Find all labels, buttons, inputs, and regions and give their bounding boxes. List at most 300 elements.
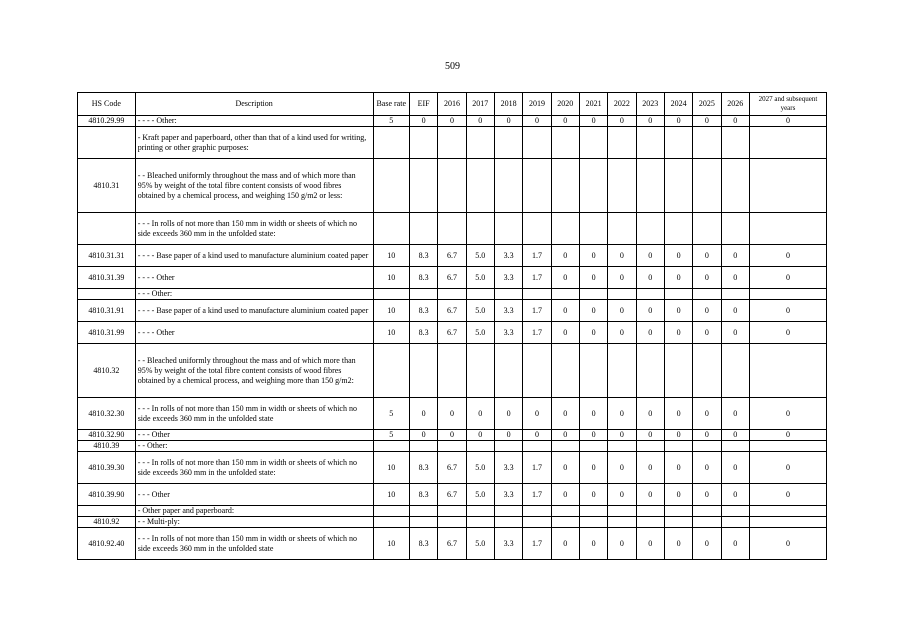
rate-cell: 3.3 — [494, 267, 522, 289]
rate-cell: 0 — [664, 116, 692, 127]
rate-cell: 5.0 — [466, 300, 494, 322]
description-cell: - - Bleached uniformly throughout the mass and of which more than 95% by weight of the total fibre content consists of wood fibres obtained by a chemical process, and weighing more than 150 g/m2: — [135, 344, 373, 398]
hs-code-cell: 4810.31.99 — [78, 322, 136, 344]
rate-cell: 0 — [749, 452, 826, 484]
rate-cell — [438, 289, 466, 300]
rate-cell: 10 — [373, 267, 409, 289]
rate-cell: 0 — [749, 300, 826, 322]
rate-cell — [466, 159, 494, 213]
rate-cell: 0 — [721, 398, 749, 430]
rate-cell: 1.7 — [523, 267, 551, 289]
rate-cell: 3.3 — [494, 452, 522, 484]
rate-cell — [409, 506, 437, 517]
rate-cell — [608, 441, 636, 452]
rate-cell — [693, 517, 721, 528]
rate-cell: 0 — [551, 430, 579, 441]
rate-cell — [494, 159, 522, 213]
rate-cell — [409, 213, 437, 245]
description-cell: - - - Other: — [135, 289, 373, 300]
rate-cell: 3.3 — [494, 484, 522, 506]
rate-cell — [693, 127, 721, 159]
rate-cell — [579, 344, 607, 398]
hs-code-cell: 4810.39 — [78, 441, 136, 452]
rate-cell — [551, 441, 579, 452]
rate-cell: 0 — [636, 245, 664, 267]
rate-cell: 8.3 — [409, 484, 437, 506]
rate-cell: 5.0 — [466, 245, 494, 267]
rate-cell: 8.3 — [409, 528, 437, 560]
rate-cell — [438, 441, 466, 452]
rate-cell: 0 — [721, 484, 749, 506]
header-year-2019: 2019 — [523, 93, 551, 116]
rate-cell: 0 — [664, 430, 692, 441]
rate-cell: 5.0 — [466, 452, 494, 484]
rate-cell — [664, 159, 692, 213]
header-year-2016: 2016 — [438, 93, 466, 116]
rate-cell — [749, 159, 826, 213]
rate-cell — [409, 344, 437, 398]
rate-cell: 0 — [749, 398, 826, 430]
rate-cell — [721, 127, 749, 159]
rate-cell — [523, 159, 551, 213]
table-row — [78, 441, 827, 452]
rate-cell — [551, 127, 579, 159]
rate-cell: 0 — [608, 528, 636, 560]
description-cell: - - - - Other — [135, 322, 373, 344]
rate-cell: 0 — [749, 245, 826, 267]
rate-cell — [636, 213, 664, 245]
rate-cell — [579, 127, 607, 159]
header-year-2020: 2020 — [551, 93, 579, 116]
rate-cell: 0 — [579, 300, 607, 322]
page-number: 509 — [445, 61, 460, 72]
description-cell: - - - Other — [135, 484, 373, 506]
hs-code-cell: 4810.32 — [78, 344, 136, 398]
rate-cell: 0 — [749, 322, 826, 344]
rate-cell: 3.3 — [494, 528, 522, 560]
description-cell: - Kraft paper and paperboard, other than that of a kind used for writing, printing or other graphic purposes: — [135, 127, 373, 159]
rate-cell — [664, 344, 692, 398]
header-year-2024: 2024 — [664, 93, 692, 116]
rate-cell — [693, 289, 721, 300]
rate-cell: 0 — [523, 116, 551, 127]
rate-cell — [664, 127, 692, 159]
rate-cell: 0 — [636, 398, 664, 430]
table-row — [78, 300, 827, 322]
rate-cell: 0 — [579, 398, 607, 430]
hs-code-cell: 4810.31 — [78, 159, 136, 213]
rate-cell — [551, 213, 579, 245]
rate-cell: 1.7 — [523, 245, 551, 267]
description-cell: - - Bleached uniformly throughout the mass and of which more than 95% by weight of the total fibre content consists of wood fibres obtained by a chemical process, and weighing 150 g/m2 or less: — [135, 159, 373, 213]
header-eif: EIF — [409, 93, 437, 116]
table-row — [78, 528, 827, 560]
rate-cell: 0 — [523, 430, 551, 441]
rate-cell: 0 — [551, 452, 579, 484]
rate-cell: 0 — [693, 430, 721, 441]
hs-code-cell: 4810.31.39 — [78, 267, 136, 289]
rate-cell — [608, 344, 636, 398]
description-cell: - - - - Other: — [135, 116, 373, 127]
hs-code-cell: 4810.32.90 — [78, 430, 136, 441]
rate-cell: 0 — [551, 116, 579, 127]
rate-cell — [551, 289, 579, 300]
rate-cell: 0 — [608, 245, 636, 267]
rate-cell — [749, 213, 826, 245]
rate-cell: 0 — [721, 322, 749, 344]
hs-code-cell — [78, 127, 136, 159]
rate-cell: 1.7 — [523, 300, 551, 322]
rate-cell: 6.7 — [438, 267, 466, 289]
rate-cell: 0 — [749, 430, 826, 441]
rate-cell — [721, 344, 749, 398]
rate-cell: 0 — [721, 452, 749, 484]
rate-cell — [409, 127, 437, 159]
rate-cell: 0 — [608, 322, 636, 344]
header-row — [78, 93, 827, 116]
rate-cell: 0 — [579, 322, 607, 344]
header-year-2021: 2021 — [579, 93, 607, 116]
rate-cell: 0 — [551, 300, 579, 322]
rate-cell: 0 — [636, 452, 664, 484]
table-row — [78, 344, 827, 398]
hs-code-cell: 4810.39.30 — [78, 452, 136, 484]
hs-code-cell: 4810.32.30 — [78, 398, 136, 430]
rate-cell — [693, 506, 721, 517]
table-row — [78, 245, 827, 267]
rate-cell — [373, 159, 409, 213]
rate-cell: 0 — [466, 430, 494, 441]
description-cell: - Other paper and paperboard: — [135, 506, 373, 517]
header-year-2027-subsequent: 2027 and subsequent years — [749, 93, 826, 116]
rate-cell — [608, 289, 636, 300]
rate-cell — [608, 213, 636, 245]
rate-cell — [438, 517, 466, 528]
rate-cell: 10 — [373, 322, 409, 344]
rate-cell — [409, 289, 437, 300]
rate-cell — [749, 441, 826, 452]
rate-cell — [664, 517, 692, 528]
rate-cell — [664, 441, 692, 452]
rate-cell — [373, 213, 409, 245]
rate-cell: 0 — [608, 398, 636, 430]
rate-cell — [523, 441, 551, 452]
rate-cell — [721, 159, 749, 213]
rate-cell: 0 — [749, 484, 826, 506]
rate-cell: 10 — [373, 484, 409, 506]
rate-cell: 0 — [579, 267, 607, 289]
rate-cell: 0 — [438, 398, 466, 430]
rate-cell: 0 — [551, 398, 579, 430]
rate-cell: 3.3 — [494, 322, 522, 344]
rate-cell — [466, 506, 494, 517]
rate-cell — [494, 441, 522, 452]
rate-cell — [551, 517, 579, 528]
rate-cell: 0 — [664, 322, 692, 344]
hs-code-cell — [78, 213, 136, 245]
rate-cell: 0 — [721, 300, 749, 322]
rate-cell — [409, 159, 437, 213]
rate-cell: 0 — [721, 245, 749, 267]
rate-cell — [721, 213, 749, 245]
rate-cell — [693, 344, 721, 398]
rate-cell: 0 — [551, 322, 579, 344]
table-row — [78, 322, 827, 344]
rate-cell — [693, 213, 721, 245]
table-row — [78, 452, 827, 484]
rate-cell — [551, 506, 579, 517]
rate-cell: 0 — [551, 484, 579, 506]
rate-cell: 1.7 — [523, 452, 551, 484]
rate-cell: 6.7 — [438, 484, 466, 506]
rate-cell: 5.0 — [466, 484, 494, 506]
rate-cell — [438, 344, 466, 398]
rate-cell: 0 — [693, 398, 721, 430]
description-cell: - - - - Base paper of a kind used to manufacture aluminium coated paper — [135, 300, 373, 322]
rate-cell: 0 — [608, 430, 636, 441]
rate-cell: 0 — [608, 452, 636, 484]
rate-cell — [373, 344, 409, 398]
rate-cell: 0 — [608, 116, 636, 127]
rate-cell — [749, 289, 826, 300]
rate-cell — [664, 213, 692, 245]
rate-cell: 0 — [579, 116, 607, 127]
rate-cell: 0 — [693, 452, 721, 484]
rate-cell — [636, 344, 664, 398]
rate-cell: 0 — [579, 430, 607, 441]
rate-cell: 0 — [721, 528, 749, 560]
description-cell: - - - Other — [135, 430, 373, 441]
rate-cell: 0 — [636, 267, 664, 289]
rate-cell — [749, 506, 826, 517]
rate-cell: 0 — [749, 116, 826, 127]
rate-cell — [409, 517, 437, 528]
description-cell: - - - In rolls of not more than 150 mm in width or sheets of which no side exceeds 360 mm in the unfolded state: — [135, 452, 373, 484]
header-year-2025: 2025 — [693, 93, 721, 116]
rate-cell — [608, 506, 636, 517]
hs-code-cell: 4810.39.90 — [78, 484, 136, 506]
rate-cell — [373, 127, 409, 159]
rate-cell — [466, 213, 494, 245]
rate-cell: 0 — [608, 267, 636, 289]
rate-cell — [664, 289, 692, 300]
rate-cell: 0 — [608, 300, 636, 322]
rate-cell — [438, 213, 466, 245]
table-row — [78, 116, 827, 127]
description-cell: - - Other: — [135, 441, 373, 452]
rate-cell: 0 — [466, 116, 494, 127]
rate-cell: 0 — [438, 116, 466, 127]
rate-cell: 0 — [693, 484, 721, 506]
table-row — [78, 127, 827, 159]
description-cell: - - Multi-ply: — [135, 517, 373, 528]
rate-cell: 0 — [494, 430, 522, 441]
rate-cell: 0 — [494, 398, 522, 430]
rate-cell — [636, 289, 664, 300]
header-year-2026: 2026 — [721, 93, 749, 116]
rate-cell: 6.7 — [438, 528, 466, 560]
rate-cell — [608, 517, 636, 528]
rate-cell: 8.3 — [409, 322, 437, 344]
header-year-2023: 2023 — [636, 93, 664, 116]
rate-cell — [664, 506, 692, 517]
rate-cell — [721, 441, 749, 452]
rate-cell — [636, 506, 664, 517]
rate-cell — [636, 127, 664, 159]
rate-cell: 0 — [664, 267, 692, 289]
rate-cell: 0 — [608, 484, 636, 506]
header-base-rate: Base rate — [373, 93, 409, 116]
rate-cell: 8.3 — [409, 245, 437, 267]
rate-cell — [438, 159, 466, 213]
rate-cell: 5.0 — [466, 267, 494, 289]
rate-cell — [373, 506, 409, 517]
rate-cell — [636, 441, 664, 452]
rate-cell: 0 — [693, 528, 721, 560]
rate-cell: 3.3 — [494, 245, 522, 267]
hs-code-cell: 4810.31.91 — [78, 300, 136, 322]
rate-cell — [494, 213, 522, 245]
rate-cell: 0 — [636, 116, 664, 127]
rate-cell: 0 — [693, 322, 721, 344]
rate-cell — [373, 441, 409, 452]
rate-cell — [749, 344, 826, 398]
header-hs-code: HS Code — [78, 93, 136, 116]
rate-cell: 0 — [579, 452, 607, 484]
rate-cell: 6.7 — [438, 300, 466, 322]
header-year-2017: 2017 — [466, 93, 494, 116]
rate-cell: 10 — [373, 528, 409, 560]
rate-cell: 6.7 — [438, 245, 466, 267]
rate-cell — [636, 159, 664, 213]
rate-cell — [409, 441, 437, 452]
rate-cell: 0 — [721, 267, 749, 289]
rate-cell: 0 — [438, 430, 466, 441]
rate-cell: 0 — [664, 398, 692, 430]
table-row — [78, 213, 827, 245]
hs-code-cell: 4810.31.31 — [78, 245, 136, 267]
description-cell: - - - In rolls of not more than 150 mm in width or sheets of which no side exceeds 360 mm in the unfolded state — [135, 528, 373, 560]
rate-cell: 1.7 — [523, 322, 551, 344]
rate-cell: 0 — [664, 528, 692, 560]
table-row — [78, 484, 827, 506]
rate-cell: 6.7 — [438, 452, 466, 484]
rate-cell — [749, 127, 826, 159]
rate-cell: 0 — [636, 322, 664, 344]
rate-cell: 0 — [749, 528, 826, 560]
rate-cell — [523, 344, 551, 398]
rate-cell: 0 — [636, 300, 664, 322]
header-description: Description — [135, 93, 373, 116]
rate-cell — [579, 517, 607, 528]
rate-cell: 3.3 — [494, 300, 522, 322]
rate-cell: 0 — [664, 300, 692, 322]
rate-cell: 0 — [551, 528, 579, 560]
rate-cell — [373, 289, 409, 300]
table-row — [78, 398, 827, 430]
rate-cell: 0 — [664, 245, 692, 267]
description-cell: - - - In rolls of not more than 150 mm in width or sheets of which no side exceeds 360 mm in the unfolded state — [135, 398, 373, 430]
rate-cell: 0 — [409, 430, 437, 441]
rate-cell: 0 — [749, 267, 826, 289]
hs-code-cell — [78, 506, 136, 517]
rate-cell — [721, 517, 749, 528]
rate-cell — [579, 289, 607, 300]
header-year-2022: 2022 — [608, 93, 636, 116]
rate-cell — [693, 159, 721, 213]
rate-cell — [438, 127, 466, 159]
rate-cell — [579, 506, 607, 517]
rate-cell: 0 — [693, 300, 721, 322]
rate-cell: 0 — [494, 116, 522, 127]
rate-cell — [608, 127, 636, 159]
rate-cell: 5.0 — [466, 322, 494, 344]
tariff-schedule-table — [77, 92, 827, 560]
rate-cell — [438, 506, 466, 517]
rate-cell: 5.0 — [466, 528, 494, 560]
rate-cell: 0 — [579, 484, 607, 506]
rate-cell: 0 — [636, 430, 664, 441]
rate-cell — [721, 506, 749, 517]
rate-cell — [494, 127, 522, 159]
rate-cell: 0 — [664, 452, 692, 484]
rate-cell — [494, 506, 522, 517]
rate-cell — [523, 289, 551, 300]
rate-cell — [608, 159, 636, 213]
rate-cell — [579, 159, 607, 213]
rate-cell — [466, 441, 494, 452]
rate-cell: 0 — [579, 528, 607, 560]
rate-cell: 0 — [551, 245, 579, 267]
hs-code-cell: 4810.92 — [78, 517, 136, 528]
header-year-2018: 2018 — [494, 93, 522, 116]
table-row — [78, 506, 827, 517]
description-cell: - - - In rolls of not more than 150 mm in width or sheets of which no side exceeds 360 mm in the unfolded state: — [135, 213, 373, 245]
rate-cell: 0 — [721, 430, 749, 441]
rate-cell — [494, 344, 522, 398]
rate-cell — [494, 289, 522, 300]
rate-cell: 8.3 — [409, 300, 437, 322]
rate-cell: 0 — [664, 484, 692, 506]
rate-cell: 0 — [409, 116, 437, 127]
rate-cell: 10 — [373, 245, 409, 267]
rate-cell — [523, 517, 551, 528]
table-row — [78, 517, 827, 528]
rate-cell: 10 — [373, 452, 409, 484]
rate-cell — [551, 344, 579, 398]
hs-code-cell: 4810.92.40 — [78, 528, 136, 560]
rate-cell: 10 — [373, 300, 409, 322]
table-row — [78, 267, 827, 289]
rate-cell — [636, 517, 664, 528]
rate-cell: 0 — [523, 398, 551, 430]
table-row — [78, 159, 827, 213]
rate-cell: 8.3 — [409, 267, 437, 289]
rate-cell — [721, 289, 749, 300]
rate-cell — [749, 517, 826, 528]
rate-cell: 6.7 — [438, 322, 466, 344]
rate-cell: 0 — [693, 116, 721, 127]
rate-cell: 1.7 — [523, 484, 551, 506]
rate-cell: 0 — [551, 267, 579, 289]
table-body — [78, 116, 827, 560]
rate-cell: 0 — [693, 267, 721, 289]
rate-cell — [551, 159, 579, 213]
rate-cell — [523, 127, 551, 159]
rate-cell — [466, 127, 494, 159]
rate-cell: 5 — [373, 398, 409, 430]
hs-code-cell — [78, 289, 136, 300]
